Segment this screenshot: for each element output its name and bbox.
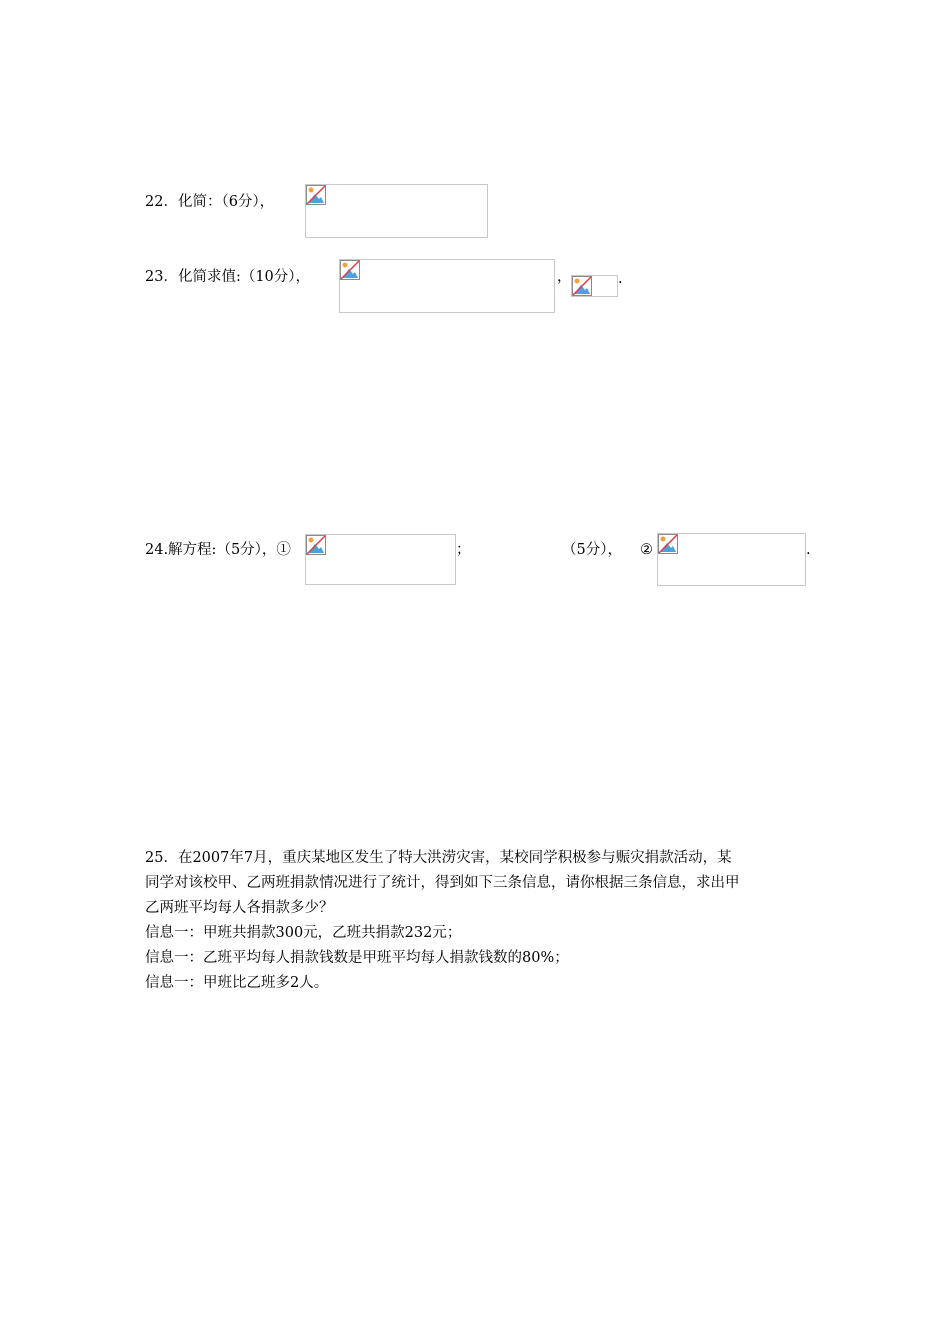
q24-label: 24.解方程:（5分），① (145, 542, 291, 558)
q25-info-3: 信息一：甲班比乙班多2人。 (145, 975, 329, 991)
q23-end: . (618, 271, 623, 287)
broken-image-icon (340, 260, 360, 280)
q24-mid-separator: ； (456, 542, 471, 558)
q23-label: 23．化简求值:（10分）， (145, 269, 311, 285)
q22-formula-image (305, 184, 488, 238)
broken-image-icon (306, 185, 326, 205)
q24-circled-two: ② (640, 542, 653, 558)
q23-value-image (571, 275, 618, 297)
q25-line-1: 25．在2007年7月，重庆某地区发生了特大洪涝灾害，某校同学积极参与赈灾捐款活动，某 (145, 850, 732, 866)
q25-line-3: 乙两班平均每人各捐款多少？ (145, 900, 334, 916)
q24-score2: （5分）， (562, 542, 622, 558)
broken-image-icon (572, 276, 592, 296)
q22-label: 22．化简：（6分）， (145, 194, 275, 210)
q23-separator: ， (557, 269, 572, 285)
q25-line-2: 同学对该校甲、乙两班捐款情况进行了统计，得到如下三条信息，请你根据三条信息，求出甲 (145, 875, 740, 891)
q24-equation2-image (657, 533, 806, 586)
q24-end: . (806, 542, 811, 558)
broken-image-icon (306, 535, 326, 555)
q25-info-2: 信息一：乙班平均每人捐款钱数是甲班平均每人捐款钱数的80%； (145, 950, 569, 966)
q24-equation1-image (305, 534, 456, 585)
broken-image-icon (658, 534, 678, 554)
q23-formula-image (339, 259, 555, 313)
q25-info-1: 信息一：甲班共捐款300元，乙班共捐款232元； (145, 925, 462, 941)
